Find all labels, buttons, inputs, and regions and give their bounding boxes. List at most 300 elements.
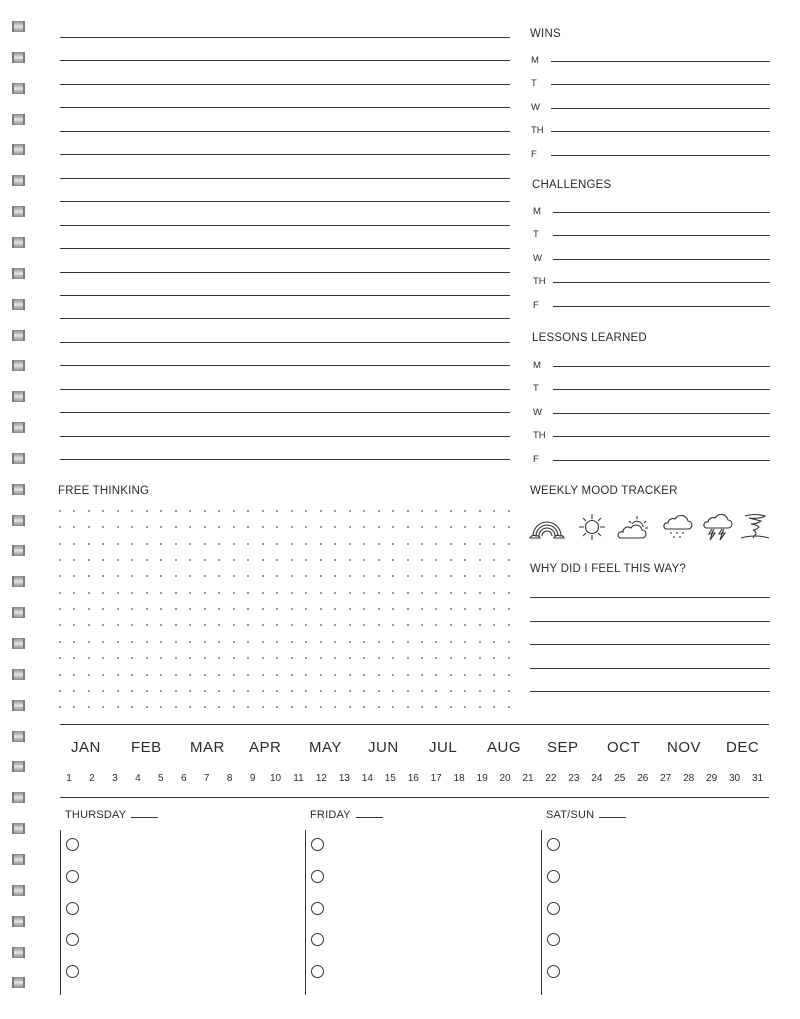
grid-dot xyxy=(276,706,278,708)
notes-line[interactable] xyxy=(60,459,510,460)
day-number[interactable]: 27 xyxy=(660,773,672,784)
grid-dot xyxy=(88,690,90,692)
grid-dot xyxy=(392,624,394,626)
grid-dot xyxy=(407,674,409,676)
grid-dot xyxy=(189,657,191,659)
entry-line[interactable] xyxy=(551,155,770,156)
grid-dot xyxy=(291,526,293,528)
grid-dot xyxy=(204,624,206,626)
month-may[interactable]: MAY xyxy=(309,739,342,756)
grid-dot xyxy=(392,641,394,643)
grid-dot xyxy=(73,641,75,643)
grid-dot xyxy=(392,592,394,594)
entry-line[interactable] xyxy=(551,108,770,109)
grid-dot xyxy=(378,657,380,659)
binding-ring xyxy=(12,144,25,155)
day-number[interactable]: 11 xyxy=(293,773,304,784)
grid-dot xyxy=(392,559,394,561)
binding-ring xyxy=(12,607,25,618)
grid-dot xyxy=(131,592,133,594)
why-feel-line[interactable] xyxy=(530,691,770,692)
todo-checkbox[interactable] xyxy=(311,933,324,946)
grid-dot xyxy=(204,641,206,643)
grid-dot xyxy=(233,657,235,659)
binding-ring xyxy=(12,761,25,772)
grid-dot xyxy=(59,526,61,528)
grid-dot xyxy=(378,690,380,692)
grid-dot xyxy=(102,526,104,528)
day-number[interactable]: 4 xyxy=(135,773,141,784)
grid-dot xyxy=(464,592,466,594)
grid-dot xyxy=(464,559,466,561)
grid-dot xyxy=(102,559,104,561)
grid-dot xyxy=(204,657,206,659)
day-number[interactable]: 5 xyxy=(158,773,164,784)
day-number[interactable]: 6 xyxy=(180,773,187,784)
grid-dot xyxy=(334,543,336,545)
rainbow-icon[interactable] xyxy=(529,512,565,542)
notes-line[interactable] xyxy=(60,131,510,132)
grid-dot xyxy=(131,559,133,561)
grid-dot xyxy=(493,543,495,545)
entry-line[interactable] xyxy=(553,366,770,367)
day-label: M xyxy=(531,55,539,66)
grid-dot xyxy=(407,592,409,594)
grid-dot xyxy=(305,543,307,545)
day-label: F xyxy=(533,453,539,465)
grid-dot xyxy=(233,592,235,594)
grid-dot xyxy=(479,706,481,708)
grid-dot xyxy=(73,690,75,692)
grid-dot xyxy=(262,706,264,708)
day-number[interactable]: 10 xyxy=(269,773,282,784)
day-number[interactable]: 9 xyxy=(249,773,256,784)
day-number[interactable]: 23 xyxy=(568,773,580,784)
grid-dot xyxy=(117,543,119,545)
grid-dot xyxy=(435,543,437,545)
why-feel-line[interactable] xyxy=(530,668,770,669)
todo-checkbox[interactable] xyxy=(66,838,79,851)
binding-ring xyxy=(12,237,25,248)
grid-dot xyxy=(247,575,249,577)
grid-dot xyxy=(493,624,495,626)
grid-dot xyxy=(464,690,466,692)
lessons-learned-heading: LESSONS LEARNED xyxy=(532,332,647,344)
month-dec[interactable]: DEC xyxy=(726,739,760,756)
grid-dot xyxy=(378,526,380,528)
grid-dot xyxy=(450,641,452,643)
grid-dot xyxy=(421,657,423,659)
grid-dot xyxy=(493,690,495,692)
grid-dot xyxy=(479,592,481,594)
grid-dot xyxy=(73,559,75,561)
grid-dot xyxy=(175,657,177,659)
grid-dot xyxy=(407,575,409,577)
grid-dot xyxy=(320,706,322,708)
grid-dot xyxy=(276,575,278,577)
grid-dot xyxy=(146,559,148,561)
binding-ring xyxy=(12,545,25,556)
grid-dot xyxy=(247,592,249,594)
grid-dot xyxy=(276,510,278,512)
day-label: TH xyxy=(533,276,546,288)
todo-checkbox[interactable] xyxy=(547,933,560,946)
entry-line[interactable] xyxy=(551,61,770,62)
entry-line[interactable] xyxy=(553,436,770,437)
day-number[interactable]: 25 xyxy=(614,773,626,784)
grid-dot xyxy=(247,526,249,528)
grid-dot xyxy=(146,526,148,528)
grid-dot xyxy=(262,543,264,545)
day-number[interactable]: 2 xyxy=(89,773,95,784)
grid-dot xyxy=(450,592,452,594)
grid-dot xyxy=(233,690,235,692)
grid-dot xyxy=(421,526,423,528)
grid-dot xyxy=(334,510,336,512)
grid-dot xyxy=(320,608,322,610)
entry-line[interactable] xyxy=(553,460,770,461)
grid-dot xyxy=(276,624,278,626)
grid-dot xyxy=(146,608,148,610)
todo-checkbox[interactable] xyxy=(547,870,560,883)
grid-dot xyxy=(334,526,336,528)
grid-dot xyxy=(349,624,351,626)
day-number[interactable]: 8 xyxy=(226,773,233,784)
grid-dot xyxy=(334,706,336,708)
grid-dot xyxy=(204,592,206,594)
grid-dot xyxy=(131,657,133,659)
day-number[interactable]: 3 xyxy=(112,773,118,784)
free-thinking-heading: FREE THINKING xyxy=(58,485,150,497)
grid-dot xyxy=(160,641,162,643)
grid-dot xyxy=(320,543,322,545)
grid-dot xyxy=(262,592,264,594)
day-number[interactable]: 7 xyxy=(203,773,210,784)
binding-ring xyxy=(12,823,25,834)
grid-dot xyxy=(117,624,119,626)
grid-dot xyxy=(349,543,351,545)
grid-dot xyxy=(102,510,104,512)
thunderstorm-icon[interactable] xyxy=(699,512,735,542)
month-jan[interactable]: JAN xyxy=(71,739,101,756)
grid-dot xyxy=(73,706,75,708)
tornado-icon[interactable] xyxy=(737,512,773,542)
grid-dot xyxy=(479,641,481,643)
day-label: F xyxy=(531,148,537,160)
notes-line[interactable] xyxy=(60,436,510,437)
grid-dot xyxy=(305,575,307,577)
grid-dot xyxy=(508,510,510,512)
grid-dot xyxy=(378,543,380,545)
notes-line[interactable] xyxy=(60,295,510,296)
notes-line[interactable] xyxy=(60,107,510,108)
grid-dot xyxy=(305,624,307,626)
grid-dot xyxy=(247,674,249,676)
grid-dot xyxy=(73,510,75,512)
grid-dot xyxy=(450,510,452,512)
notes-line[interactable] xyxy=(60,225,510,226)
grid-dot xyxy=(349,641,351,643)
entry-line[interactable] xyxy=(553,212,770,213)
grid-dot xyxy=(320,690,322,692)
grid-dot xyxy=(291,559,293,561)
grid-dot xyxy=(233,706,235,708)
grid-dot xyxy=(291,674,293,676)
month-jun[interactable]: JUN xyxy=(368,739,399,756)
entry-line[interactable] xyxy=(553,259,770,260)
sun-icon[interactable] xyxy=(574,512,610,542)
grid-dot xyxy=(349,690,351,692)
grid-dot xyxy=(392,510,394,512)
grid-dot xyxy=(421,543,423,545)
day-number[interactable]: 14 xyxy=(361,773,373,784)
day-label: W xyxy=(533,406,542,418)
grid-dot xyxy=(320,526,322,528)
entry-line[interactable] xyxy=(551,84,770,85)
grid-dot xyxy=(349,608,351,610)
grid-dot xyxy=(73,608,75,610)
day-number[interactable]: 12 xyxy=(315,773,327,784)
grid-dot xyxy=(291,706,293,708)
grid-dot xyxy=(508,690,510,692)
day-number[interactable]: 31 xyxy=(751,773,764,784)
entry-line[interactable] xyxy=(553,306,770,307)
grid-dot xyxy=(117,592,119,594)
grid-dot xyxy=(117,608,119,610)
grid-dot xyxy=(407,624,409,626)
grid-dot xyxy=(88,608,90,610)
month-aug[interactable]: AUG xyxy=(487,739,522,756)
grid-dot xyxy=(175,559,177,561)
grid-dot xyxy=(363,526,365,528)
grid-dot xyxy=(131,543,133,545)
grid-dot xyxy=(59,690,61,692)
grid-dot xyxy=(363,690,365,692)
notes-line[interactable] xyxy=(60,272,510,273)
grid-dot xyxy=(450,624,452,626)
entry-line[interactable] xyxy=(553,413,770,414)
grid-dot xyxy=(450,559,452,561)
todo-checkbox[interactable] xyxy=(547,838,560,851)
grid-dot xyxy=(146,706,148,708)
day-number[interactable]: 15 xyxy=(384,773,396,784)
month-jul[interactable]: JUL xyxy=(429,739,458,756)
grid-dot xyxy=(204,559,206,561)
date-blank[interactable] xyxy=(131,817,158,818)
grid-dot xyxy=(450,526,452,528)
binding-ring xyxy=(12,299,25,310)
grid-dot xyxy=(88,559,90,561)
grid-dot xyxy=(334,657,336,659)
grid-dot xyxy=(204,526,206,528)
grid-dot xyxy=(378,674,380,676)
grid-dot xyxy=(349,657,351,659)
grid-dot xyxy=(349,592,351,594)
entry-line[interactable] xyxy=(553,389,770,390)
todo-checkbox[interactable] xyxy=(311,965,324,978)
grid-dot xyxy=(160,608,162,610)
grid-dot xyxy=(276,592,278,594)
grid-dot xyxy=(349,706,351,708)
notes-line[interactable] xyxy=(60,248,510,249)
grid-dot xyxy=(247,624,249,626)
todo-checkbox[interactable] xyxy=(547,902,560,915)
grid-dot xyxy=(508,608,510,610)
grid-dot xyxy=(204,510,206,512)
binding-ring xyxy=(12,206,25,217)
todo-checkbox[interactable] xyxy=(311,838,324,851)
partly-cloudy-icon[interactable] xyxy=(615,512,651,542)
rain-cloud-icon[interactable] xyxy=(659,512,695,542)
grid-dot xyxy=(59,608,61,610)
grid-dot xyxy=(508,674,510,676)
why-feel-line[interactable] xyxy=(530,597,770,598)
grid-dot xyxy=(233,575,235,577)
grid-dot xyxy=(117,641,119,643)
grid-dot xyxy=(189,608,191,610)
date-blank[interactable] xyxy=(356,817,383,818)
grid-dot xyxy=(218,706,220,708)
grid-dot xyxy=(88,543,90,545)
grid-dot xyxy=(233,641,235,643)
grid-dot xyxy=(378,559,380,561)
notes-line[interactable] xyxy=(60,412,510,413)
grid-dot xyxy=(102,624,104,626)
grid-dot xyxy=(464,706,466,708)
notes-line[interactable] xyxy=(60,178,510,179)
notes-line[interactable] xyxy=(60,342,510,343)
month-nov[interactable]: NOV xyxy=(667,739,702,756)
grid-dot xyxy=(508,559,510,561)
why-feel-line[interactable] xyxy=(530,621,770,622)
grid-dot xyxy=(276,657,278,659)
binding-ring xyxy=(12,977,25,988)
grid-dot xyxy=(363,510,365,512)
grid-dot xyxy=(233,559,235,561)
grid-dot xyxy=(305,706,307,708)
grid-dot xyxy=(305,608,307,610)
notes-line[interactable] xyxy=(60,389,510,390)
month-feb[interactable]: FEB xyxy=(131,739,162,756)
grid-dot xyxy=(160,526,162,528)
entry-line[interactable] xyxy=(553,235,770,236)
grid-dot xyxy=(247,641,249,643)
grid-dot xyxy=(262,608,264,610)
grid-dot xyxy=(204,543,206,545)
date-blank[interactable] xyxy=(599,817,626,818)
todo-checkbox[interactable] xyxy=(311,870,324,883)
grid-dot xyxy=(435,641,437,643)
grid-dot xyxy=(160,690,162,692)
todo-checkbox[interactable] xyxy=(66,965,79,978)
grid-dot xyxy=(421,624,423,626)
grid-dot xyxy=(189,641,191,643)
month-sep[interactable]: SEP xyxy=(547,739,579,756)
day-number[interactable]: 28 xyxy=(683,773,695,784)
column-divider xyxy=(541,830,542,995)
month-oct[interactable]: OCT xyxy=(607,739,641,756)
grid-dot xyxy=(421,608,423,610)
todo-checkbox[interactable] xyxy=(66,933,79,946)
day-number[interactable]: 24 xyxy=(591,773,603,784)
todo-checkbox[interactable] xyxy=(66,870,79,883)
notes-line[interactable] xyxy=(60,318,510,319)
grid-dot xyxy=(131,641,133,643)
grid-dot xyxy=(247,706,249,708)
notes-line[interactable] xyxy=(60,60,510,61)
grid-dot xyxy=(407,559,409,561)
day-number[interactable]: 1 xyxy=(66,773,72,784)
notes-line[interactable] xyxy=(60,37,510,38)
grid-dot xyxy=(88,575,90,577)
grid-dot xyxy=(247,690,249,692)
entry-line[interactable] xyxy=(553,282,770,283)
grid-dot xyxy=(378,510,380,512)
grid-dot xyxy=(218,592,220,594)
todo-checkbox[interactable] xyxy=(547,965,560,978)
grid-dot xyxy=(349,526,351,528)
grid-dot xyxy=(291,624,293,626)
day-number[interactable]: 18 xyxy=(453,773,465,784)
day-number[interactable]: 16 xyxy=(407,773,419,784)
grid-dot xyxy=(320,657,322,659)
grid-dot xyxy=(102,641,104,643)
grid-dot xyxy=(392,657,394,659)
grid-dot xyxy=(305,526,307,528)
grid-dot xyxy=(435,674,437,676)
day-number[interactable]: 30 xyxy=(728,773,741,784)
grid-dot xyxy=(421,592,423,594)
day-number[interactable]: 26 xyxy=(637,773,649,784)
grid-dot xyxy=(218,575,220,577)
grid-dot xyxy=(131,690,133,692)
notes-line[interactable] xyxy=(60,154,510,155)
entry-line[interactable] xyxy=(551,131,770,132)
binding-ring xyxy=(12,360,25,371)
column-divider xyxy=(305,830,306,995)
grid-dot xyxy=(363,543,365,545)
grid-dot xyxy=(175,592,177,594)
grid-dot xyxy=(117,526,119,528)
day-number[interactable]: 20 xyxy=(499,773,511,784)
day-number[interactable]: 21 xyxy=(522,773,534,784)
grid-dot xyxy=(218,559,220,561)
day-number[interactable]: 19 xyxy=(476,773,488,784)
day-number[interactable]: 17 xyxy=(430,773,442,784)
grid-dot xyxy=(450,608,452,610)
notes-line[interactable] xyxy=(60,84,510,85)
grid-dot xyxy=(464,526,466,528)
day-number[interactable]: 29 xyxy=(706,773,718,784)
todo-checkbox[interactable] xyxy=(311,902,324,915)
calendar-strip-top-rule xyxy=(60,724,769,725)
month-mar[interactable]: MAR xyxy=(190,739,225,756)
day-number[interactable]: 22 xyxy=(545,773,557,784)
grid-dot xyxy=(508,657,510,659)
grid-dot xyxy=(175,674,177,676)
binding-ring xyxy=(12,52,25,63)
grid-dot xyxy=(59,674,61,676)
day-number[interactable]: 13 xyxy=(338,773,350,784)
grid-dot xyxy=(508,543,510,545)
why-feel-line[interactable] xyxy=(530,644,770,645)
notes-line[interactable] xyxy=(60,365,510,366)
grid-dot xyxy=(305,592,307,594)
month-apr[interactable]: APR xyxy=(249,739,282,756)
grid-dot xyxy=(88,624,90,626)
todo-checkbox[interactable] xyxy=(66,902,79,915)
notes-line[interactable] xyxy=(60,201,510,202)
